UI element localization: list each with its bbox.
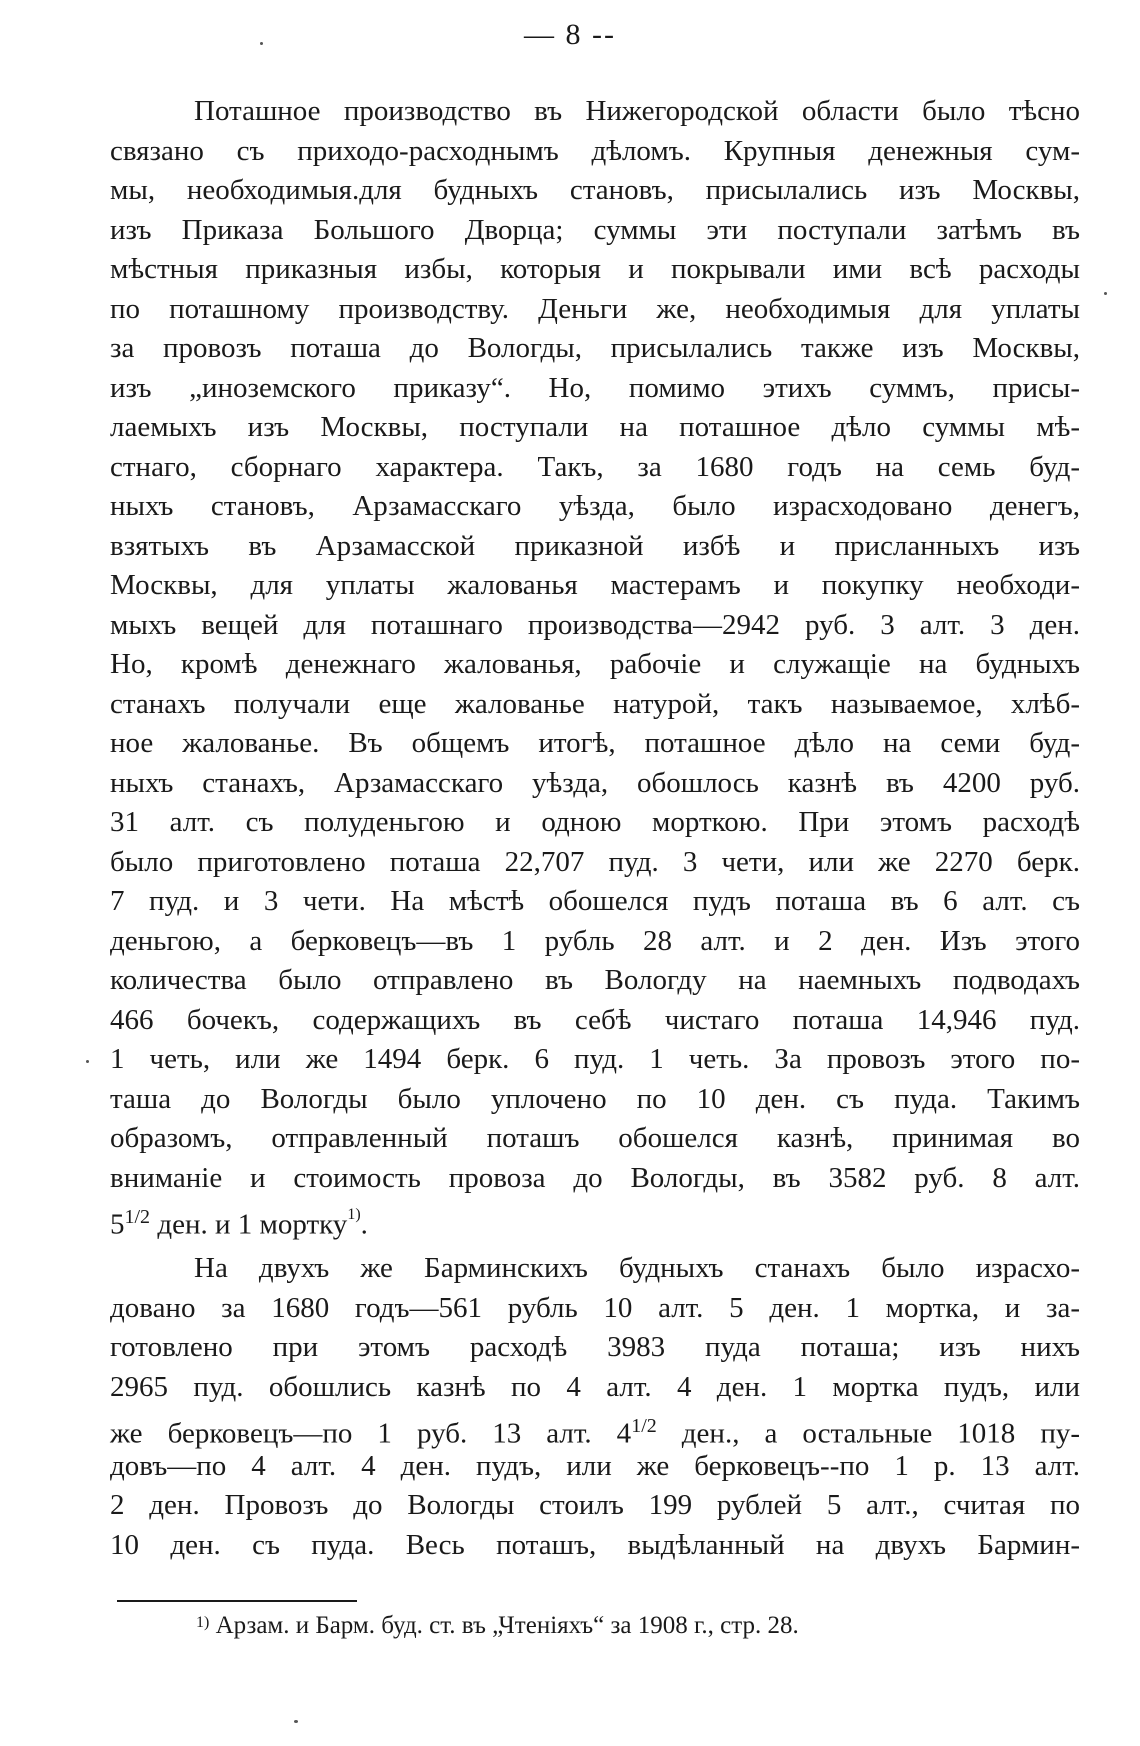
footnote-marker: 1) [196,1614,210,1631]
amount-whole: 5 [110,1208,125,1241]
fraction: 1/2 [124,1206,151,1228]
text-line: 1 четь, или же 1494 берк. 6 пуд. 1 четь. За провозъ этого по- [110,1043,1080,1075]
amount-text: ден. и 1 мортку [150,1208,348,1241]
text-line: Поташное производство въ Нижегородской области было тѣсно [194,95,1080,127]
text-line: довъ—по 4 алт. 4 ден. пудъ, или же берковецъ--по 1 р. 13 алт. [110,1449,1080,1482]
text-line: лаемыхъ изъ Москвы, поступали на поташное дѣло суммы мѣ- [110,411,1080,443]
text-line: 7 пуд. и 3 чети. На мѣстѣ обошелся пудъ поташа въ 6 алт. съ [110,885,1080,917]
text-line: Но, кромѣ денежнаго жалованья, рабочіе и служащіе на будныхъ [110,648,1080,680]
footnote-text: Арзам. и Барм. буд. ст. въ „Чтеніяхъ“ за 1908 г., стр. 28. [209,1612,799,1639]
text-line: ное жалованье. Въ общемъ итогѣ, поташное дѣло на семи буд- [110,727,1080,759]
text-line: мыхъ вещей для поташнаго производства—2942 руб. 3 алт. 3 ден. [110,608,1080,641]
fraction-line-after: ден., а остальные 1018 пу- [656,1417,1080,1450]
text-line: по поташному производству. Деньги же, необходимыя для уплаты [110,292,1080,325]
text-line: 2 ден. Провозъ до Вологды стоилъ 199 рублей 5 алт., считая по [110,1489,1080,1521]
text-line-last [110,1198,1080,1241]
text-line: ныхъ становъ, Арзамасскаго уѣзда, было израсходовано денегъ, [110,490,1080,522]
text-line: за провозъ поташа до Вологды, присылались также изъ Москвы, [110,332,1080,364]
text-line: 466 бочекъ, содержащихъ въ себѣ чистаго поташа 14,946 пуд. [110,1003,1080,1036]
scan-speck [294,1720,298,1723]
text-line: количества было отправлено въ Вологду на наемныхъ подводахъ [110,964,1080,996]
text-line: вниманіе и стоимость провоза до Вологды, въ 3582 руб. 8 алт. [110,1161,1080,1194]
text-line: мы, необходимыя.для будныхъ становъ, присылались изъ Москвы, [110,174,1080,206]
text-line: 2965 пуд. обошлись казнѣ по 4 алт. 4 ден. 1 мортка пудъ, или [110,1370,1080,1403]
text-line: станахъ получали еще жалованье натурой, такъ называемое, хлѣб- [110,687,1080,720]
footnote [196,1608,799,1644]
paragraph-1 [110,92,1080,1241]
text-line: На двухъ же Барминскихъ будныхъ станахъ было израсхо- [194,1252,1080,1284]
page-number: — 8 -- [524,18,616,51]
text-line: готовлено при этомъ расходѣ 3983 пуда поташа; изъ нихъ [110,1331,1080,1363]
text-line: изъ „иноземского приказу“. Но, помимо этихъ суммъ, присы- [110,371,1080,404]
text-line: изъ Приказа Большого Дворца; суммы эти поступали затѣмъ въ [110,213,1080,246]
paragraph-2 [110,1249,1080,1565]
footnote-divider [117,1600,357,1602]
text-line: было приготовлено поташа 22,707 пуд. 3 чети, или же 2270 берк. [110,845,1080,878]
scan-speck [86,1060,89,1063]
text-line: образомъ, отправленный поташъ обошелся казнѣ, принимая во [110,1122,1080,1154]
text-line: мѣстныя приказныя избы, которыя и покрывали ими всѣ расходы [110,253,1080,285]
text-line: таша до Вологды было уплочено по 10 ден. съ пуда. Такимъ [110,1082,1080,1115]
text-line: Москвы, для уплаты жалованья мастерамъ и покупку необходи- [110,569,1080,601]
sentence-end: . [360,1208,368,1241]
text-line: стнаго, сборнаго характера. Такъ, за 1680 годъ на семь буд- [110,450,1080,483]
fraction-line-before: же берковецъ—по 1 руб. 13 алт. 4 [110,1417,632,1450]
text-line: деньгою, а берковецъ—въ 1 рубль 28 алт. и 2 ден. Изъ этого [110,924,1080,957]
text-line: связано съ приходо-расходнымъ дѣломъ. Крупныя денежныя сум- [110,134,1080,167]
scan-speck [260,42,263,45]
text-line: 31 алт. съ полуденьгою и одною морткою. При этомъ расходѣ [110,806,1080,838]
fraction: 1/2 [631,1415,657,1437]
text-line: взятыхъ въ Арзамасской приказной избѣ и присланныхъ изъ [110,529,1080,562]
text-line: ныхъ станахъ, Арзамасскаго уѣзда, обошлось казнѣ въ 4200 руб. [110,766,1080,799]
scan-speck [1104,292,1107,295]
footnote-reference[interactable]: 1) [347,1206,361,1223]
text-line: 10 ден. съ пуда. Весь поташъ, выдѣланный на двухъ Бармин- [110,1528,1080,1561]
text-line-fraction [110,1407,1080,1450]
text-line: довано за 1680 годъ—561 рубль 10 алт. 5 ден. 1 мортка, и за- [110,1291,1080,1324]
